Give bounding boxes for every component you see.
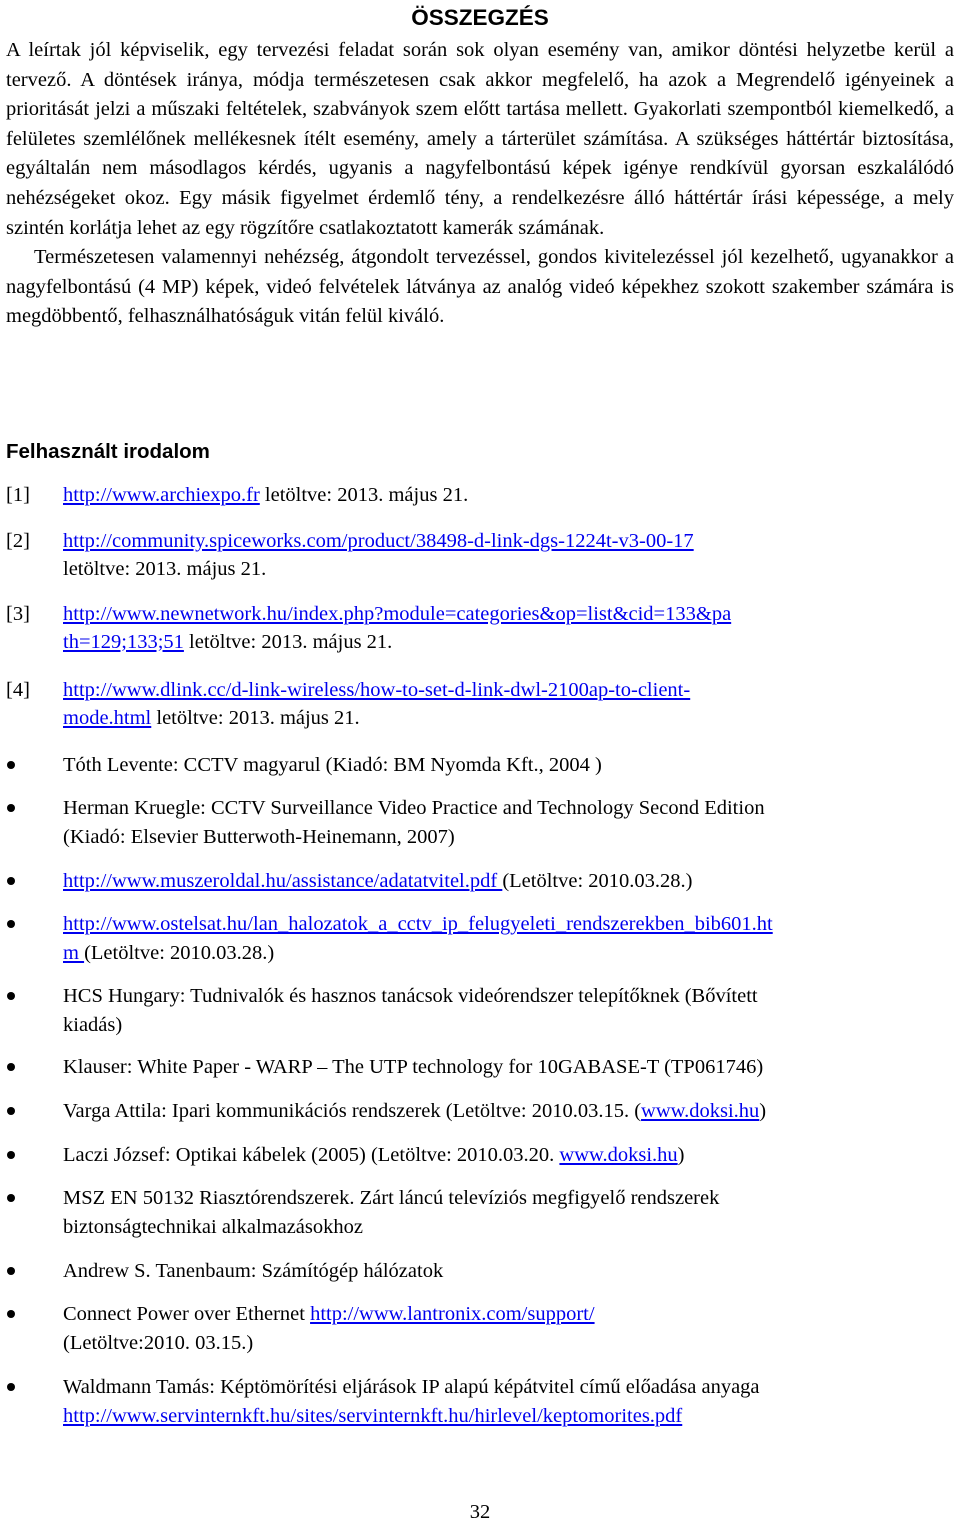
bullet-icon (7, 1194, 15, 1202)
reference-3: [3] http://www.newnetwork.hu/index.php?module=categories&op=list&cid=133&pa th=129;133;51 letöltve: 2013. május 21. (6, 603, 732, 653)
reference-4-link[interactable]: http://www.dlink.cc/d-link-wireless/how-to-set-d-link-dwl-2100ap-to-client- (63, 679, 691, 701)
reference-2: [2] http://community.spiceworks.com/product/38498-d-link-dgs-1224t-v3-00-17 letöltve: 2013. május 21. (6, 530, 694, 580)
bullet-icon (7, 1151, 15, 1159)
bullet-item-9: MSZ EN 50132 Riasztórendszerek. Zárt láncú televíziós megfigyelő rendszerek biztonságtechnikai alkalmazásokhoz (6, 1184, 954, 1241)
reference-1: [1] http://www.archiexpo.fr letöltve: 2013. május 21. (6, 484, 469, 506)
bullet-item-6: Klauser: White Paper - WARP – The UTP technology for 10GABASE-T (TP061746) (6, 1053, 954, 1082)
bullet-icon (7, 992, 15, 1000)
bullet-icon (7, 1383, 15, 1391)
bullet-icon (7, 761, 15, 769)
page-number: 32 (469, 1501, 491, 1523)
reference-1-link[interactable]: http://www.archiexpo.fr (63, 484, 260, 506)
reference-4-link-continued[interactable]: mode.html (63, 707, 152, 729)
bibliography-heading: Felhasznált irodalom (6, 440, 210, 463)
bullet-item-10: Andrew S. Tanenbaum: Számítógép hálózatok (6, 1257, 954, 1286)
bullet-item-2: Herman Kruegle: CCTV Surveillance Video Practice and Technology Second Edition (Kiadó: Elsevier Butterwoth-Heinemann, 2007) (6, 794, 954, 851)
bullet-8-link[interactable]: www.doksi.hu (559, 1144, 678, 1166)
bullet-icon (7, 920, 15, 928)
reference-3-link-continued[interactable]: th=129;133;51 (63, 631, 184, 653)
bullet-icon (7, 1107, 15, 1115)
bullet-3-link[interactable]: http://www.muszeroldal.hu/assistance/adatatvitel.pdf (63, 870, 503, 892)
reference-2-link[interactable]: http://community.spiceworks.com/product/38498-d-link-dgs-1224t-v3-00-17 (63, 530, 694, 552)
bullet-item-1: Tóth Levente: CCTV magyarul (Kiadó: BM Nyomda Kft., 2004 ) (6, 751, 954, 780)
bullet-11-link[interactable]: http://www.lantronix.com/support/ (310, 1303, 595, 1325)
bullet-icon (7, 804, 15, 812)
bullet-item-4: http://www.ostelsat.hu/lan_halozatok_a_cctv_ip_felugyeleti_rendszerekben_bib601.ht m (Letöltve: 2010.03.28.) (6, 910, 954, 967)
bullet-item-12: Waldmann Tamás: Képtömörítési eljárások IP alapú képátvitel című előadása anyaga http://www.servinternkft.hu/sites/servinternkft.hu/hirlevel/keptomorites.pdf (6, 1373, 954, 1430)
bullet-icon (7, 877, 15, 885)
page-title: ÖSSZEGZÉS (411, 5, 549, 30)
reference-3-link[interactable]: http://www.newnetwork.hu/index.php?module=categories&op=list&cid=133&pa (63, 603, 732, 625)
reference-4: [4] http://www.dlink.cc/d-link-wireless/how-to-set-d-link-dwl-2100ap-to-client- mode.html letöltve: 2013. május 21. (6, 679, 691, 729)
bullet-item-8: Laczi József: Optikai kábelek (2005) (Letöltve: 2010.03.20. www.doksi.hu) (6, 1141, 954, 1170)
summary-paragraph-1: A leírtak jól képviselik, egy tervezési feladat során sok olyan esemény van, amikor döntési helyzetbe kerül a tervező. A döntések iránya, módja természetesen csak akkor megfelelő, ha azok a Megrendelő igényeinek a prioritását jelzi a műszaki feltételek, szabványok szem előtt tartása mellett. Gyakorlati szempontból kiemelkedő, a felületes szemlélőnek mellékesnek ítélt esemény, amely a tárterület számítása. A szükséges háttértár biztosítása, egyáltalán nem másodlagos kérdés, ugyanis a nagyfelbontású képek igénye rendkívül gyorsan eszkalálódó nehézségeket okoz. Egy másik figyelmet érdemlő tény, a rendelkezésre álló háttértár írási képessége, a mely szintén korlátja lehet az egy rögzítőre csatlakoztatott kamerák számának. (6, 39, 955, 239)
bullet-item-5: HCS Hungary: Tudnivalók és hasznos tanácsok videórendszer telepítőknek (Bővített kiadás) (6, 982, 954, 1039)
bullet-icon (7, 1267, 15, 1275)
bullet-item-11: Connect Power over Ethernet http://www.lantronix.com/support/ (Letöltve:2010. 03.15.) (6, 1300, 954, 1357)
bullet-icon (7, 1310, 15, 1318)
summary-paragraph-2: Természetesen valamennyi nehézség, átgondolt tervezéssel, gondos kivitelezéssel jól kezelhető, ugyanakkor a nagyfelbontású (4 MP) képek, videó felvételek látványa az analóg videó képekhez szokott szakember számára is megdöbbentő, felhasználhatóságuk vitán felül kiváló. (6, 246, 955, 328)
bullet-4-link[interactable]: http://www.ostelsat.hu/lan_halozatok_a_cctv_ip_felugyeleti_rendszerekben_bib601.ht (63, 913, 773, 935)
bullet-4-link-continued[interactable]: m (63, 941, 85, 964)
bullet-12-link[interactable]: http://www.servinternkft.hu/sites/servinternkft.hu/hirlevel/keptomorites.pdf (63, 1404, 683, 1427)
bullet-item-7: Varga Attila: Ipari kommunikációs rendszerek (Letöltve: 2010.03.15. (www.doksi.hu) (6, 1097, 954, 1126)
bullet-icon (7, 1063, 15, 1071)
bullet-7-link[interactable]: www.doksi.hu (641, 1100, 760, 1122)
summary-text (6, 36, 954, 332)
bullet-item-3: http://www.muszeroldal.hu/assistance/adatatvitel.pdf (Letöltve: 2010.03.28.) (6, 867, 954, 896)
